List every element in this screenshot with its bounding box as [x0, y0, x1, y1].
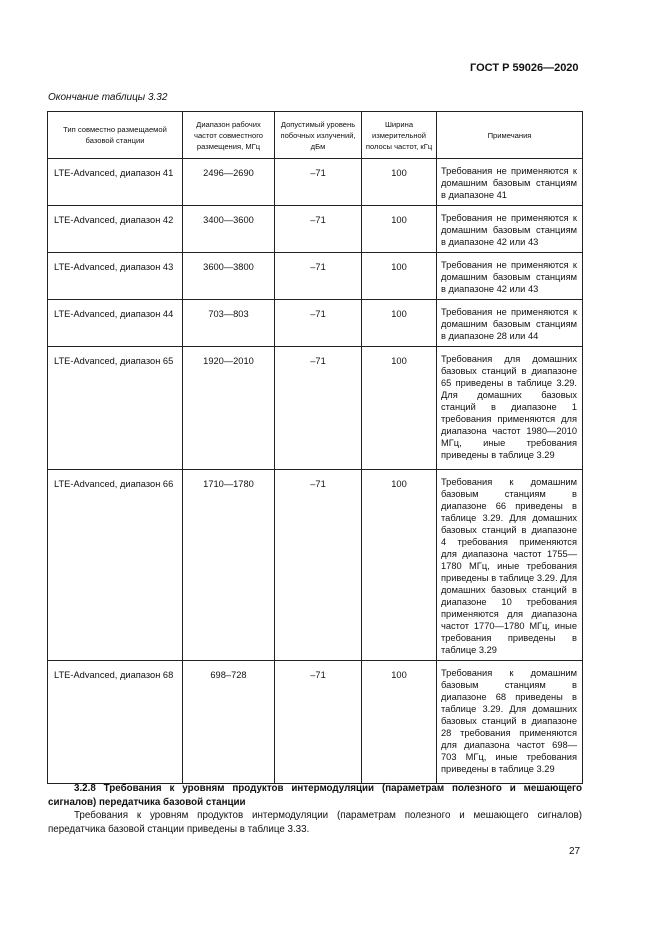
bandwidth-cell: 100	[362, 661, 437, 784]
table-row	[48, 159, 583, 206]
bandwidth-cell: 100	[362, 253, 437, 300]
emission-level-cell: –71	[275, 253, 362, 300]
table-row	[48, 253, 583, 300]
emission-level-cell: –71	[275, 300, 362, 347]
bandwidth-cell: 100	[362, 347, 437, 470]
frequency-range-cell: 2496—2690	[183, 159, 275, 206]
note-cell: Требования для домашних базовых станций в диапазоне 65 приведены в таблице 3.29. Для домашних базовых станций в диапазоне 1 требования применяются для диапазона частот 1980—2010 МГц, иные требования приведены в таблице 3.29	[437, 347, 583, 470]
column-header: Тип совместно размещаемой базовой станции	[48, 112, 183, 159]
section-body: Требования к уровням продуктов интермодуляции (параметрам полезного и мешающего сигналов) передатчика базовой станции приведены в таблице 3.33.	[48, 810, 582, 835]
note-cell: Требования не применяются к домашним базовым станциям в диапазоне 41	[437, 159, 583, 206]
station-type-cell: LTE-Advanced, диапазон 43	[48, 253, 183, 300]
table-caption: Окончание таблицы 3.32	[48, 92, 168, 103]
page-number: 27	[569, 846, 581, 857]
table-row	[48, 470, 583, 661]
frequency-range-cell: 3600—3800	[183, 253, 275, 300]
requirements-table	[47, 111, 583, 784]
frequency-range-cell: 3400—3600	[183, 206, 275, 253]
note-cell: Требования к домашним базовым станциям в диапазоне 68 приведены в таблице 3.29. Для домашних базовых станций в диапазоне 28 требования применяются для диапазона частот 698—703 МГц, иные требования приведены в таблице 3.29	[437, 661, 583, 784]
emission-level-cell: –71	[275, 159, 362, 206]
note-cell: Требования не применяются к домашним базовым станциям в диапазоне 28 или 44	[437, 300, 583, 347]
bandwidth-cell: 100	[362, 470, 437, 661]
column-header: Ширина измерительной полосы частот, кГц	[362, 112, 437, 159]
emission-level-cell: –71	[275, 347, 362, 470]
emission-level-cell: –71	[275, 470, 362, 661]
table-row	[48, 300, 583, 347]
station-type-cell: LTE-Advanced, диапазон 65	[48, 347, 183, 470]
station-type-cell: LTE-Advanced, диапазон 68	[48, 661, 183, 784]
table-header-row	[48, 112, 583, 159]
table-row	[48, 347, 583, 470]
note-cell: Требования не применяются к домашним базовым станциям в диапазоне 42 или 43	[437, 206, 583, 253]
note-cell: Требования к домашним базовым станциям в диапазоне 66 приведены в таблице 3.29. Для домашних базовых станций в диапазоне 4 требования применяются для диапазона частот 1755—1780 МГц, иные требования приведены в таблице 3.29. Для домашних базовых станций в диапазоне 10 требования применяются для диапазона частот 1770—1780 МГц, иные требования приведены в таблице 3.29	[437, 470, 583, 661]
bandwidth-cell: 100	[362, 206, 437, 253]
section-heading: 3.2.8 Требования к уровням продуктов интермодуляции (параметрам полезного и мешающего сигналов) передатчика базовой станции	[48, 783, 582, 808]
frequency-range-cell: 698–728	[183, 661, 275, 784]
emission-level-cell: –71	[275, 661, 362, 784]
frequency-range-cell: 703—803	[183, 300, 275, 347]
frequency-range-cell: 1710—1780	[183, 470, 275, 661]
emission-level-cell: –71	[275, 206, 362, 253]
bandwidth-cell: 100	[362, 159, 437, 206]
station-type-cell: LTE-Advanced, диапазон 44	[48, 300, 183, 347]
station-type-cell: LTE-Advanced, диапазон 42	[48, 206, 183, 253]
column-header: Допустимый уровень побочных излучений, дБм	[275, 112, 362, 159]
table-row	[48, 206, 583, 253]
bandwidth-cell: 100	[362, 300, 437, 347]
column-header: Диапазон рабочих частот совместного размещения, МГц	[183, 112, 275, 159]
station-type-cell: LTE-Advanced, диапазон 41	[48, 159, 183, 206]
column-header: Примечания	[437, 112, 583, 159]
frequency-range-cell: 1920—2010	[183, 347, 275, 470]
note-cell: Требования не применяются к домашним базовым станциям в диапазоне 42 или 43	[437, 253, 583, 300]
document-header: ГОСТ Р 59026—2020	[470, 62, 579, 74]
table-row	[48, 661, 583, 784]
station-type-cell: LTE-Advanced, диапазон 66	[48, 470, 183, 661]
